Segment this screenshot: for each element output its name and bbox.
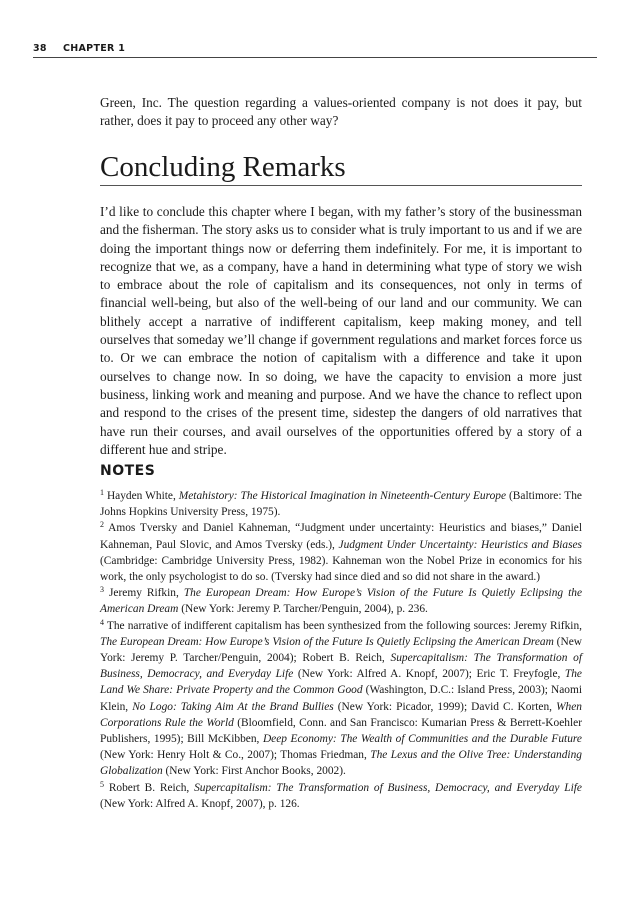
note-text: Amos Tversky and Daniel Kahneman, “Judgment under uncertainty: Heuristics and biases,” Daniel Kahneman, Paul Slovic, and Amos Tversky (eds.),	[100, 522, 583, 551]
note-text: (New York: Jeremy P. Tarcher/Penguin, 2004), p. 236.	[178, 603, 428, 616]
note-title: No Logo: Taking Aim At the Brand Bullies	[132, 700, 334, 713]
intro-paragraph	[100, 94, 582, 130]
note-title: Deep Economy: The Wealth of Communities and the Durable Future	[262, 733, 582, 746]
note-title: Judgment Under Uncertainty: Heuristics and Biases	[338, 538, 582, 551]
note-text: (New York: Henry Holt & Co., 2007); Thomas Friedman,	[100, 749, 371, 762]
note-text: Robert B. Reich,	[108, 781, 195, 794]
note-number: 4	[100, 617, 104, 627]
note-number: 5	[100, 779, 104, 789]
header-rule	[33, 57, 597, 58]
note-title: The European Dream: How Europe’s Vision of the Future Is Quietly Eclipsing the American Dream	[100, 635, 554, 648]
page-number: 38	[33, 43, 47, 54]
note-5	[100, 780, 582, 812]
notes-list	[100, 488, 582, 812]
note-text: (Baltimore: The Johns Hopkins University Press, 1975).	[100, 490, 582, 519]
section-title-rule	[100, 185, 582, 186]
note-title: When Corporations Rule the World	[100, 700, 582, 729]
note-number: 1	[100, 488, 104, 497]
note-text: (Bloomfield, Conn. and San Francisco: Kumarian Press & Berrett-Koehler Publishers, 1995); Bill McKibben,	[100, 716, 582, 746]
note-text: (New York: Jeremy P. Tarcher/Penguin, 2004); Robert B. Reich,	[100, 635, 582, 665]
note-title: Supercapitalism: The Transformation of Business, Democracy, and Everyday Life	[194, 781, 582, 794]
note-text: (New York: Picador, 1999); David C. Korten,	[333, 700, 557, 713]
note-text: (Cambridge: Cambridge University Press, 1982). Kahneman won the Nobel Prize in economics for his work, the only psychologist to do so. (Tversky had since died and so did not share in the award.)	[100, 554, 582, 584]
section-title: Concluding Remarks	[100, 151, 346, 183]
note-text: (New York: First Anchor Books, 2002).	[162, 765, 346, 778]
note-title: The European Dream: How Europe’s Vision of the Future Is Quietly Eclipsing the American Dream	[100, 587, 583, 616]
note-text: The narrative of indifferent capitalism has been synthesized from the following sources: Jeremy Rifkin,	[106, 619, 582, 632]
note-2	[100, 520, 582, 585]
chapter-label: CHAPTER 1	[63, 43, 126, 54]
note-number: 3	[100, 585, 104, 595]
section-body	[100, 203, 582, 459]
note-title: Metahistory: The Historical Imagination in Nineteenth-Century Europe	[178, 490, 507, 502]
note-text: (New York: Alfred A. Knopf, 2007); Eric T. Freyfogle,	[293, 668, 565, 681]
note-number: 2	[100, 520, 104, 530]
note-3	[100, 585, 582, 617]
note-text: Jeremy Rifkin,	[109, 587, 184, 600]
body-paragraph: I’d like to conclude this chapter where I began, with my father’s story of the businessman and the fisherman. The story asks us to consider what is truly important to us and if we are doing the important things now or deferring them indefinitely. For me, it is important to recognize that we, as a company, have a hand in determining what type of story we wish to embrace about the role of capitalism and its consequences, not only in terms of financial well-being, but also of the well-being of our land and our community. We can blithely accept a narrative of indifferent capitalism, keep making money, and tell ourselves that someday we’ll change if government regulations and market forces force us to. Or we can embrace the notion of capitalism with a difference and take it upon ourselves to change now. In so doing, we have the capacity to envision a more just business, linking work and meaning and purpose. And we have the chance to reflect upon and respond to the crises of the present time, sidestep the dangers of old narratives that have run their courses, and avail ourselves of the opportunities offered by a story of a different hue and stripe.	[100, 204, 582, 457]
note-text: (New York: Alfred A. Knopf, 2007), p. 126.	[100, 797, 300, 810]
note-4	[100, 618, 582, 780]
running-header	[33, 43, 597, 59]
intro-text: Green, Inc. The question regarding a values-oriented company is not does it pay, but rather, does it pay to proceed any other way?	[100, 95, 582, 128]
notes-heading: NOTES	[100, 463, 156, 479]
note-title: The Land We Share: Private Property and the Common Good	[100, 668, 582, 697]
note-1	[100, 488, 582, 520]
note-title: Supercapitalism: The Transformation of Business, Democracy, and Everyday Life	[100, 652, 582, 681]
note-text: (Washington, D.C.: Island Press, 2003); Naomi Klein,	[100, 684, 582, 713]
note-text: Hayden White,	[106, 490, 179, 502]
note-title: The Lexus and the Olive Tree: Understanding Globalization	[100, 749, 582, 778]
